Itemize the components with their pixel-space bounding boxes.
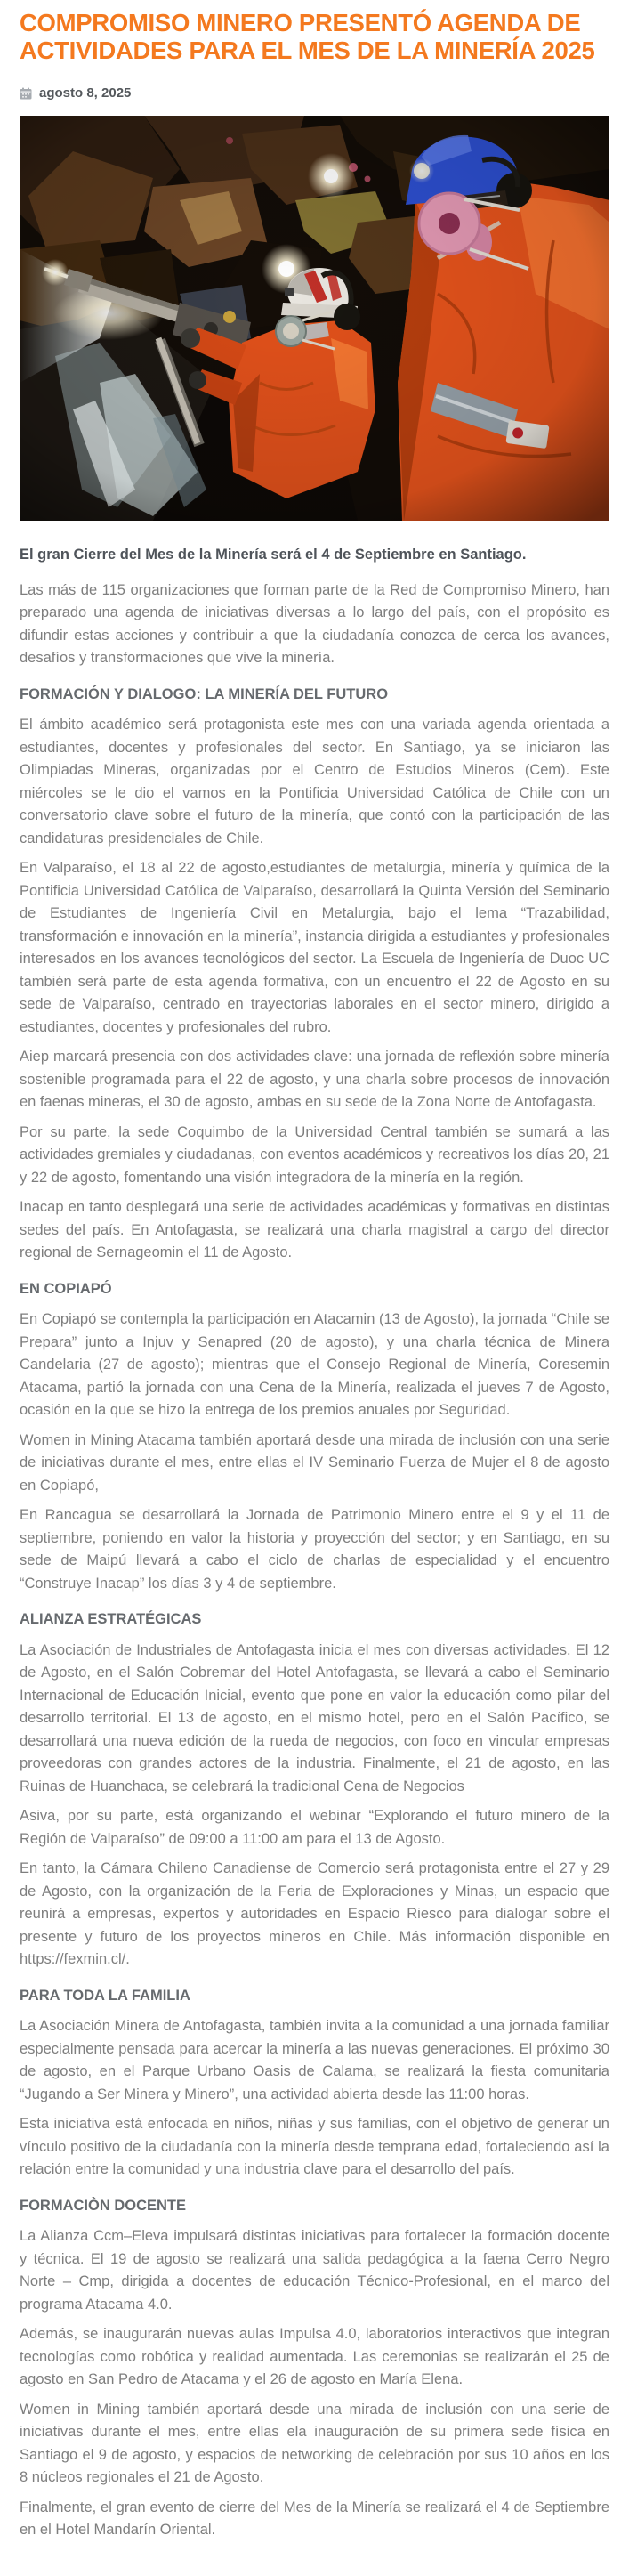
article-blocks [20,579,609,2542]
article-photo-miners-underground [20,116,609,521]
article-paragraph: Women in Mining también aportará desde una mirada de inclusión con una serie de iniciativas durante el mes, entre ellas ela inauguración de su primera sede física en Santiago el 9 de agosto, y espacios de networking de celebración por sus 10 años en los 8 núcleos regionales el 21 de Agosto. [20,2401,609,2485]
section-heading: EN COPIAPÓ [20,1280,112,1297]
article-body [20,544,609,2576]
article-paragraph: En Rancagua se desarrollará la Jornada de Patrimonio Minero entre el 9 y el 11 de septiembre, poniendo en valor la historia y proyección del sector; y en Santiago, en su sede de Maipú llevará a cabo el ciclo de charlas de especialidad y el encuentro “Construye Inacap” los días 3 y 4 de septiembre. [20,1507,609,1592]
article-paragraph: La Asociación Minera de Antofagasta, también invita a la comunidad a una jornada familiar especialmente pensada para acercar la minería a las nuevas generaciones. El próximo 30 de agosto, en el Parque Urbano Oasis de Calama, se realizará la fiesta comunitaria “Jugando a Ser Minera y Minero”, una actividad abierta desde las 11:00 horas. [20,2018,609,2102]
article-paragraph: La Asociación de Industriales de Antofagasta inicia el mes con diversas actividades. El 12 de Agosto, en el Salón Cobremar del Hotel Antofagasta, se llevará a cabo el Seminario Internacional de Educación Inicial, evento que pone en valor la educación como pilar del desarrollo territorial. El 13 de agosto, en el mismo hotel, pero en el Salón Pacífico, se desarrollará una nueva edición de la rueda de negocios, con foco en vincular empresas proveedoras con grandes actores de la industria. Finalmente, el 21 de agosto, en las Ruinas de Huanchaca, se celebrará la tradicional Cena de Negocios [20,1641,609,1794]
article-paragraph: Por su parte, la sede Coquimbo de la Universidad Central también se sumará a las actividades gremiales y ciudadanas, con eventos académicos y recreativos los días 20, 21 y 22 de agosto, fomentando una visión integradora de la minería en la región. [20,1123,609,1186]
section-heading: FORMACIÓN Y DIALOGO: LA MINERÍA DEL FUTURO [20,685,389,702]
article-paragraph: Esta iniciativa está enfocada en niños, niñas y sus familias, con el objetivo de generar un vínculo positivo de la ciudadanía con la minería desde temprana edad, fortaleciendo así la relación entre la comunidad y una industria clave para el desarrollo del país. [20,2116,609,2177]
page-title: COMPROMISO MINERO PRESENTÓ AGENDA DE ACTIVIDADES PARA EL MES DE LA MINERÍA 2025 [20,9,595,64]
article-paragraph: Las más de 115 organizaciones que forman parte de la Red de Compromiso Minero, han preparado una agenda de iniciativas diversas a lo largo del país, con el propósito es difundir estas acciones y contribuir a que la ciudadanía conozca de cerca los avances, desafíos y transformaciones que vive la minería. [20,581,609,666]
article-paragraph: Inacap en tanto desplegará una serie de actividades académicas y formativas en distintas sedes del país. En Antofagasta, se realizará una charla magistral a cargo del director regional de Sernageomin el 11 de Agosto. [20,1199,609,1260]
article-paragraph: Aiep marcará presencia con dos actividades clave: una jornada de reflexión sobre minería sostenible programada para el 22 de agosto, y una charla sobre procesos de innovación en faenas mineras, el 30 de agosto, ambas en su sede de la Zona Norte de Antofagasta. [20,1049,609,1110]
article-paragraph: Asiva, por su parte, está organizando el webinar “Explorando el futuro minero de la Región de Valparaíso” de 09:00 a 11:00 am para el 13 de Agosto. [20,1808,609,1847]
article-paragraph: Women in Mining Atacama también aportará desde una mirada de inclusión con una serie de iniciativas durante el mes, entre ellas el IV Seminario Fuerza de Mujer el 8 de agosto en Copiapó, [20,1431,609,1494]
post-meta [20,85,609,101]
section-heading: PARA TODA LA FAMILIA [20,1987,190,2004]
section-heading: ALIANZA ESTRATÉGICAS [20,1611,202,1627]
section-heading: FORMACIÒN DOCENTE [20,2197,186,2214]
article-paragraph: Finalmente, el gran evento de cierre del Mes de la Minería se realizará el 4 de Septiembre en el Hotel Mandarín Oriental. [20,2499,609,2538]
article-date: agosto 8, 2025 [39,85,132,101]
article-paragraph: El ámbito académico será protagonista este mes con una variada agenda orientada a estudiantes, docentes y profesionales del sector. En Santiago, ya se iniciaron las Olimpiadas Mineras, organizadas por el Centro de Estudios Mineros (Cem). Este miércoles se le dio el vamos en la Pontificia Universidad Católica de Chile con un conversatorio clave sobre el futuro de la minería, que contó con la participación de las candidaturas presidenciales de Chile. [20,717,609,847]
article-paragraph: En Copiapó se contempla la participación en Atacamin (13 de Agosto), la jornada “Chile se Prepara” junto a Injuv y Senapred (20 de agosto), y una charla técnica de Minera Candelaria (27 de agosto); mientras que el Consejo Regional de Minería, Coresemin Atacama, partió la jornada con una Cena de la Minería, realizada el jueves 7 de Agosto, ocasión en la que se hizo la entrega de los premios anuales por Seguridad. [20,1311,609,1418]
article-paragraph: Además, se inaugurarán nuevas aulas Impulsa 4.0, laboratorios interactivos que integran tecnologías como robótica y realidad aumentada. Las ceremonias se realizarán el 25 de agosto en San Pedro de Atacama y el 26 de agosto en María Elena. [20,2326,609,2387]
article-paragraph: La Alianza Ccm–Eleva impulsará distintas iniciativas para fortalecer la formación docente y técnica. El 19 de agosto se realizará una salida pedagógica a la faena Cerro Negro Norte – Cmp, dirigida a docentes de educación Técnico-Profesional, en el marco del programa Atacama 4.0. [20,2228,609,2313]
article-page [0,9,629,2576]
photo-caption: El gran Cierre del Mes de la Minería será el 4 de Septiembre en Santiago. [20,547,527,563]
article-paragraph: En Valparaíso, el 18 al 22 de agosto,estudiantes de metalurgia, minería y química de la Pontificia Universidad Católica de Valparaíso, desarrollará la Quinta Versión del Seminario de Estudiantes de Ingeniería Civil en Metalurgia, bajo el lema “Trazabilidad, transformación e innovación en la minería”, instancia dirigida a estudiantes y profesionales interesados en los avances tecnológicos del sector. La Escuela de Ingeniería de Duoc UC también será parte de esta agenda formativa, con un encuentro el 22 de Agosto en su sede de Valparaíso, centrado en trayectorias laborales en el sector minero, dirigido a estudiantes, docentes y profesionales del rubro. [20,860,609,1035]
article-paragraph: En tanto, la Cámara Chileno Canadiense de Comercio será protagonista entre el 27 y 29 de Agosto, con la organización de la Feria de Exploraciones y Minas, un espacio que reunirá a empresas, expertos y autoridades en Espacio Riesco para dialogar sobre el presente y futuro de los proyectos mineros en Chile. Más información disponible en https://fexmin.cl/. [20,1860,609,1967]
calendar-icon [20,87,32,100]
